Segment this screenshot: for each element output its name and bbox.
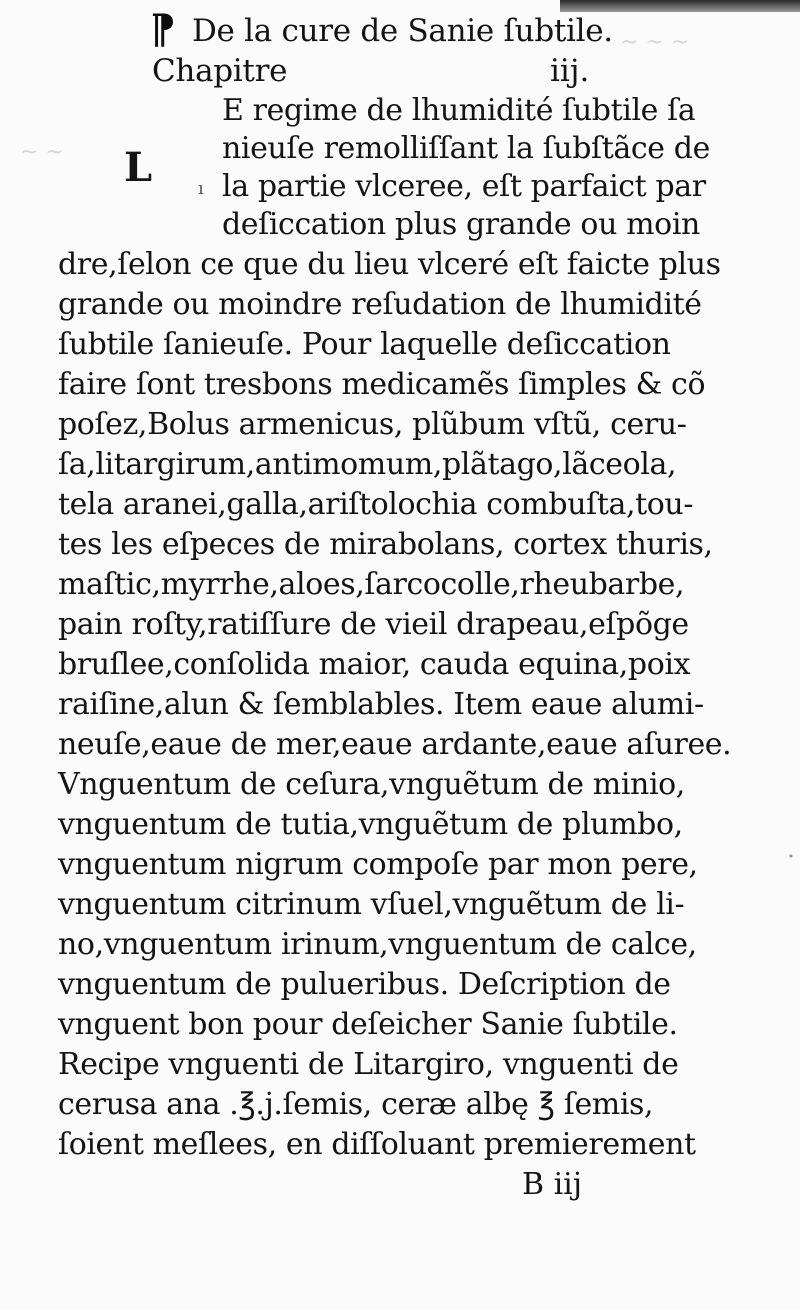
bleed-through: ~ ~	[20, 140, 64, 165]
text-line: grande ou moindre reſudation de lhumidité	[58, 287, 702, 322]
text-line: faire ſont tresbons medicamẽs ſimples & cõ	[58, 367, 706, 402]
text-line: Recipe vnguenti de Litargiro, vnguenti de	[58, 1047, 679, 1082]
signature-mark: B iij	[522, 1167, 583, 1202]
text-line: maſtic,myrrhe,aloes,ſarcocolle,rheubarbe,	[58, 567, 685, 602]
page-edge-shadow	[560, 0, 800, 12]
pilcrow-mark: ⁋	[150, 6, 176, 53]
text-line: poſez,Bolus armenicus, plũbum vſtũ, ceru-	[58, 407, 687, 442]
chapter-number: iij.	[550, 53, 590, 89]
text-line: Vnguentum de ceſura,vnguẽtum de minio,	[58, 767, 685, 802]
text-line: vnguent bon pour deſeicher Sanie ſubtile.	[58, 1007, 678, 1042]
page-title: De la cure de Sanie ſubtile.	[192, 13, 613, 49]
text-line: ſa,litargirum,antimomum,plãtago,lãceola,	[58, 447, 677, 482]
text-line: la partie vlceree, eſt parfaict par	[222, 169, 706, 204]
text-line: vnguentum de pulueribus. Deſcription de	[58, 967, 671, 1002]
text-line: dre,ſelon ce que du lieu vlceré eſt faicte plus	[58, 247, 721, 282]
text-line: raiſine,alun & ſemblables. Item eaue alumi-	[58, 687, 704, 722]
text-line: cerusa ana .℥.j.ſemis, ceræ albę ℥ ſemis,	[58, 1087, 654, 1122]
chapter-label: Chapitre	[152, 53, 288, 89]
text-line: ſoient meſlees, en diſſoluant premierement	[58, 1127, 696, 1162]
text-line: deſiccation plus grande ou moin	[222, 207, 700, 242]
text-line: bruſlee,conſolida maior, cauda equina,poix	[58, 647, 691, 682]
ink-speck: •	[788, 852, 794, 863]
text-line: ſubtile ſanieuſe. Pour laquelle deſiccation	[58, 327, 671, 362]
drop-cap-letter: L	[124, 144, 153, 191]
text-line: nieuſe remolliſſant la ſubſtãce de	[222, 131, 710, 166]
text-line: vnguentum nigrum compoſe par mon pere,	[58, 847, 698, 882]
text-line: vnguentum citrinum vſuel,vnguẽtum de li-	[58, 887, 685, 922]
text-line: E regime de lhumidité ſubtile ſa	[222, 93, 696, 128]
margin-mark: ı	[198, 178, 204, 199]
text-line: pain roſty,ratiſſure de vieil drapeau,eſpõge	[58, 607, 689, 642]
text-line: tes les eſpeces de mirabolans, cortex thuris,	[58, 527, 713, 562]
text-line: no,vnguentum irinum,vnguentum de calce,	[58, 927, 697, 962]
bleed-through: ~ ~ ~	[620, 30, 690, 55]
text-line: vnguentum de tutia,vnguẽtum de plumbo,	[58, 807, 683, 842]
text-line: neuſe,eaue de mer,eaue ardante,eaue aſuree.	[58, 727, 732, 762]
text-line: tela aranei,galla,ariſtolochia combuſta,tou-	[58, 487, 694, 522]
